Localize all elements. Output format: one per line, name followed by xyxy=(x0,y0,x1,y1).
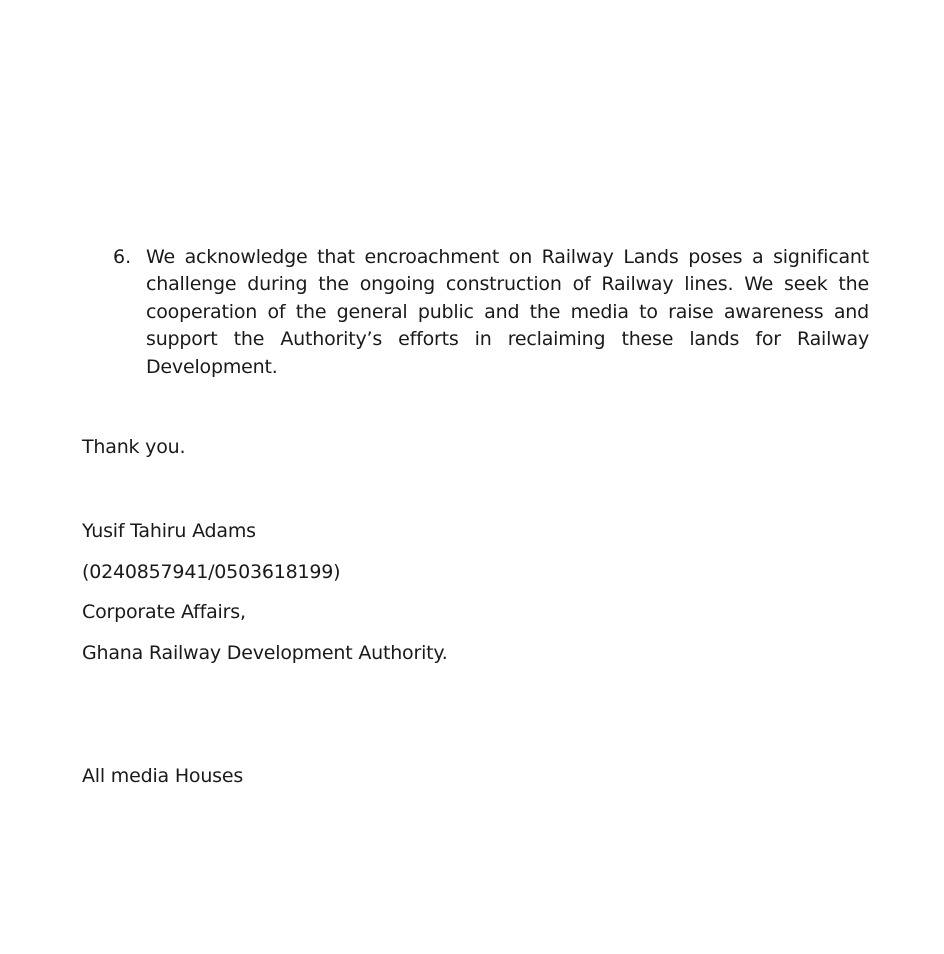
closing-text: Thank you. xyxy=(82,436,186,458)
signatory-organization: Ghana Railway Development Authority. xyxy=(82,642,448,664)
signatory-phone: (0240857941/0503618199) xyxy=(82,561,341,583)
signatory-name: Yusif Tahiru Adams xyxy=(82,520,256,542)
paragraph-text: We acknowledge that encroachment on Railway Lands poses a significant challenge during the ongoing construction of Railway lines. We seek the cooperation of the general public and the media to raise awareness and support the Authority’s efforts in reclaiming these lands for Railway Development. xyxy=(146,246,869,378)
numbered-paragraph xyxy=(113,244,869,381)
recipients-line: All media Houses xyxy=(82,765,244,787)
signatory-department: Corporate Affairs, xyxy=(82,601,246,623)
paragraph-number: 6. xyxy=(113,246,132,268)
